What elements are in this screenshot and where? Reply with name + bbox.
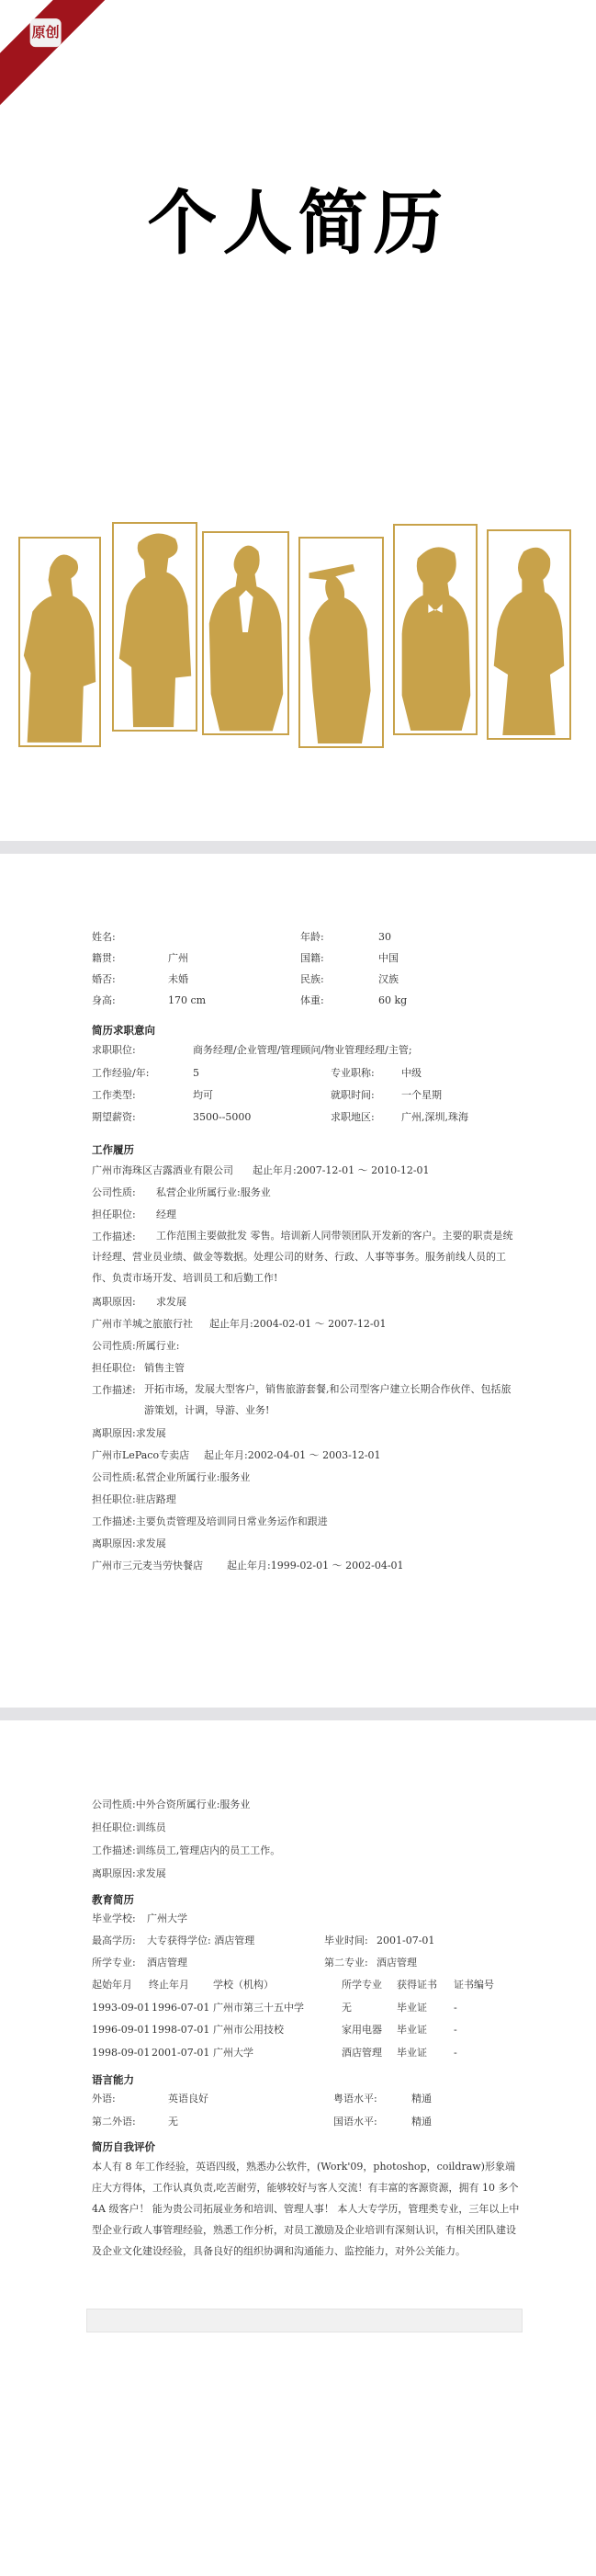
exp-label: 工作经验/年:	[92, 1067, 150, 1079]
height-label: 身高:	[92, 994, 116, 1006]
native-label: 籍贯:	[92, 952, 116, 964]
page-title: 个人简历	[147, 182, 449, 264]
job3-period: 起止年月:2002-04-01 ～ 2003-12-01	[204, 1449, 381, 1461]
job4-company: 广州市三元麦当劳快餐店	[92, 1560, 203, 1572]
evaluation-box	[86, 2309, 523, 2332]
lang-foreign-label: 外语:	[92, 2093, 116, 2105]
lang-second-value: 无	[168, 2116, 178, 2128]
start-value: 一个星期	[401, 1089, 442, 1101]
p2-leave: 离职原因:求发展	[92, 1867, 166, 1879]
lang-cantonese-label: 粤语水平:	[333, 2093, 377, 2105]
chef-panel	[18, 537, 101, 747]
edu-row2-school: 广州市公用技校	[213, 2024, 284, 2036]
resume-page-2	[0, 1720, 596, 2576]
position-value: 商务经理/企业管理/管理顾问/物业管理经理/主管;	[193, 1044, 412, 1056]
edu-col-start: 起始年月	[92, 1979, 132, 1991]
job4-period: 起止年月:1999-02-01 ～ 2002-04-01	[227, 1560, 404, 1572]
edu-row2-certno: -	[454, 2024, 457, 2036]
start-label: 就职时间:	[331, 1089, 375, 1101]
ethnic-value: 汉族	[378, 973, 399, 985]
job1-company: 广州市海珠区吉露酒业有限公司	[92, 1164, 233, 1176]
job2-period: 起止年月:2004-02-01 ～ 2007-12-01	[209, 1318, 387, 1330]
job2-role-label: 担任职位:	[92, 1362, 136, 1374]
job2-desc: 开拓市场，发展大型客户，销售旅游套餐,和公司型客户建立长期合作伙伴、包括旅游策划，计调，导游、业务!	[144, 1383, 512, 1416]
job1-role-value: 经理	[156, 1209, 176, 1220]
edu-col-certno: 证书编号	[454, 1979, 494, 1991]
intent-section-title: 简历求职意向	[92, 1024, 155, 1037]
edu-grad-label: 毕业时间:	[324, 1935, 368, 1946]
weight-label: 体重:	[300, 994, 324, 1006]
title-label: 专业职称:	[331, 1067, 375, 1079]
lang-mandarin-value: 精通	[411, 2116, 432, 2128]
title-value: 中级	[401, 1067, 422, 1079]
salary-value: 3500--5000	[193, 1111, 252, 1123]
edu-row1-end: 1996-07-01	[152, 2002, 210, 2014]
marital-label: 婚否:	[92, 973, 116, 985]
weight-value: 60 kg	[378, 994, 408, 1006]
job2-company: 广州市羊城之旅旅行社	[92, 1318, 193, 1330]
nationality-value: 中国	[378, 952, 399, 964]
edu-second-value: 酒店管理	[377, 1957, 417, 1969]
edu-row1-start: 1993-09-01	[92, 2002, 151, 2014]
lang-mandarin-label: 国语水平:	[333, 2116, 377, 2128]
edu-row2-cert: 毕业证	[397, 2024, 427, 2036]
edu-second-label: 第二专业:	[324, 1957, 368, 1969]
edu-row3-cert: 毕业证	[397, 2047, 427, 2059]
page-separator	[0, 1708, 596, 1720]
edu-degree-label: 最高学历:	[92, 1935, 136, 1946]
exp-value: 5	[193, 1067, 199, 1079]
edu-major-value: 酒店管理	[147, 1957, 187, 1969]
edu-row1-major: 无	[342, 2002, 352, 2014]
edu-row2-start: 1996-09-01	[92, 2024, 151, 2036]
baker-panel	[112, 522, 197, 732]
job1-role-label: 担任职位:	[92, 1209, 136, 1220]
edu-major-label: 所学专业:	[92, 1957, 136, 1969]
original-badge	[0, 0, 110, 110]
job3-desc: 工作描述:主要负责管理及培训同日常业务运作和跟进	[92, 1515, 328, 1527]
lang-section-title: 语言能力	[92, 2073, 134, 2086]
type-value: 均可	[193, 1089, 213, 1101]
job3-company: 广州市LePaco专卖店	[92, 1449, 190, 1461]
p2-desc: 工作描述:训练员工,管理店内的员工工作。	[92, 1844, 281, 1856]
waitress-panel	[487, 529, 571, 740]
job1-nature-label: 公司性质:	[92, 1186, 136, 1198]
self-evaluation: 本人有 8 年工作经验，英语四级，熟悉办公软件，(Work'09，photoshop，coildraw)形象端庄大方得体，工作认真负责,吃苦耐劳，能够较好与客人交流！有丰富的客源资源，拥有 10 多个 4A 级客户！ 能为贵公司拓展业务和培训、管理人事！ 本人大专学历，管理类专业，三年以上中型企业行政人事管理经验，熟悉工作分析，对员工激励及企业培训有深刻认识，有相关团队建设及企业文化建设经验，具备良好的组织协调和沟通能力、监控能力，对外公关能力。	[92, 2161, 520, 2257]
lang-second-label: 第二外语:	[92, 2116, 136, 2128]
region-value: 广州,深圳,珠海	[401, 1111, 468, 1123]
job1-leave-value: 求发展	[156, 1296, 186, 1308]
edu-grad-value: 2001-07-01	[377, 1935, 435, 1946]
tray-waiter-panel	[298, 537, 384, 748]
edu-degree-value: 大专获得学位: 酒店管理	[147, 1935, 255, 1946]
edu-col-school: 学校（机构）	[213, 1979, 274, 1991]
age-label: 年龄:	[300, 931, 324, 943]
resume-page-1	[0, 854, 596, 1708]
edu-row1-certno: -	[454, 2002, 457, 2014]
edu-school-label: 毕业学校:	[92, 1912, 136, 1924]
lang-cantonese-value: 精通	[411, 2093, 432, 2105]
edu-row1-school: 广州市第三十五中学	[213, 2002, 304, 2014]
job1-desc-label: 工作描述:	[92, 1231, 136, 1243]
age-value: 30	[378, 931, 391, 943]
nationality-label: 国籍:	[300, 952, 324, 964]
lang-foreign-value: 英语良好	[168, 2093, 208, 2105]
height-value: 170 cm	[168, 994, 207, 1006]
edu-row2-major: 家用电器	[342, 2024, 382, 2036]
badge-label: 原创	[30, 18, 62, 47]
edu-row3-start: 1998-09-01	[92, 2047, 151, 2059]
region-label: 求职地区:	[331, 1111, 375, 1123]
position-label: 求职职位:	[92, 1044, 136, 1056]
butler-panel	[393, 524, 478, 735]
job1-desc: 工作范围主要做批发 零售。培训新人同带领团队开发新的客户。主要的职责是统计经理、营业员业绩、做金等数据。处理公司的财务、行政、人事等事务。服务前线人员的工作、负责市场开发、培训员工和后勤工作!	[92, 1230, 513, 1284]
edu-row3-end: 2001-07-01	[152, 2047, 210, 2059]
waiter-panel	[202, 531, 289, 735]
ethnic-label: 民族:	[300, 973, 324, 985]
job3-nature: 公司性质:私营企业所属行业:服务业	[92, 1471, 251, 1483]
job1-leave-label: 离职原因:	[92, 1296, 136, 1308]
p2-role: 担任职位:训练员	[92, 1821, 166, 1833]
edu-row3-school: 广州大学	[213, 2047, 253, 2059]
job2-desc-label: 工作描述:	[92, 1384, 136, 1396]
marital-value: 未婚	[168, 973, 188, 985]
type-label: 工作类型:	[92, 1089, 136, 1101]
job2-role-value: 销售主管	[144, 1362, 185, 1374]
edu-row3-certno: -	[454, 2047, 457, 2059]
eval-section-title: 简历自我评价	[92, 2140, 155, 2153]
edu-section-title: 教育简历	[92, 1893, 134, 1906]
job2-nature: 公司性质:所属行业:	[92, 1340, 180, 1352]
edu-row1-cert: 毕业证	[397, 2002, 427, 2014]
page-separator	[0, 841, 596, 854]
native-value: 广州	[168, 952, 188, 964]
job1-period: 起止年月:2007-12-01 ～ 2010-12-01	[253, 1164, 430, 1176]
edu-col-end: 终止年月	[149, 1979, 189, 1991]
job3-leave: 离职原因:求发展	[92, 1538, 166, 1549]
edu-row3-major: 酒店管理	[342, 2047, 382, 2059]
edu-row2-end: 1998-07-01	[152, 2024, 210, 2036]
work-section-title: 工作履历	[92, 1143, 134, 1156]
edu-col-major: 所学专业	[342, 1979, 382, 1991]
job1-nature-value: 私营企业所属行业:服务业	[156, 1186, 271, 1198]
name-label: 姓名:	[92, 931, 116, 943]
p2-nature: 公司性质:中外合资所属行业:服务业	[92, 1799, 251, 1810]
job3-role: 担任职位:驻店路理	[92, 1493, 176, 1505]
salary-label: 期望薪资:	[92, 1111, 136, 1123]
job2-leave: 离职原因:求发展	[92, 1427, 166, 1439]
edu-col-cert: 获得证书	[397, 1979, 437, 1991]
edu-school-value: 广州大学	[147, 1912, 187, 1924]
